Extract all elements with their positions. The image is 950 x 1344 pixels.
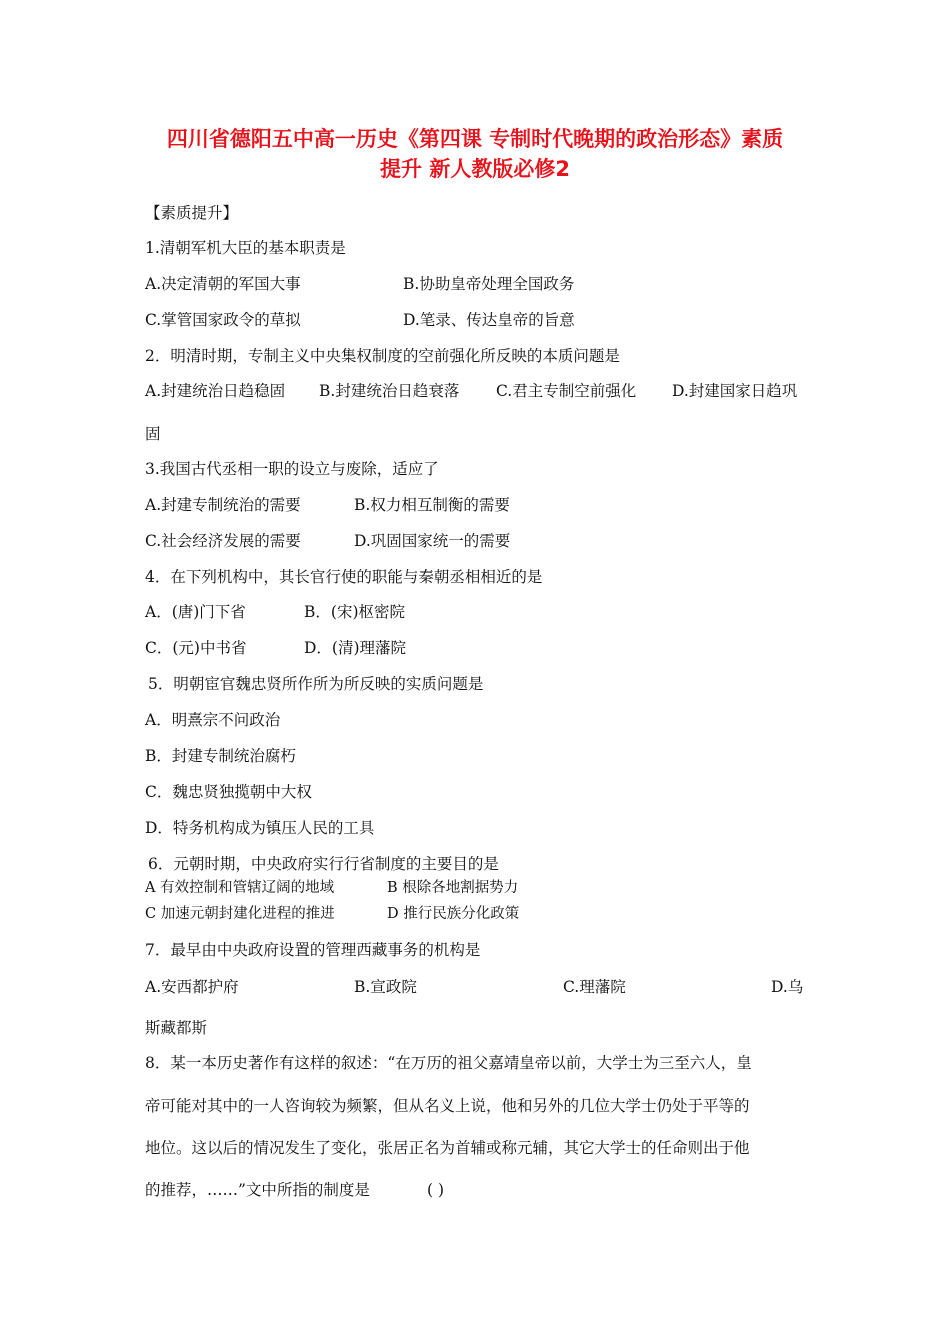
- question-2-option-c: C.君主专制空前强化: [496, 382, 637, 400]
- question-8-stem-line-1: 8．某一本历史著作有这样的叙述：“在万历的祖父嘉靖皇帝以前，大学士为三至六人，皇: [145, 1054, 752, 1072]
- question-6-option-d: D 推行民族分化政策: [387, 906, 520, 922]
- question-1-option-a: A.决定清朝的军国大事: [145, 275, 301, 293]
- question-5-option-b: B．封建专制统治腐朽: [145, 747, 296, 765]
- document-title-line-2: 提升 新人教版必修2: [380, 157, 570, 181]
- question-3-option-b: B.权力相互制衡的需要: [354, 496, 510, 514]
- question-7-option-d-wrap: 斯藏都斯: [145, 1019, 208, 1037]
- question-2-option-d-wrap: 固: [145, 425, 161, 443]
- question-8-stem-line-2: 帝可能对其中的一人咨询较为频繁，但从名义上说，他和另外的几位大学士仍处于平等的: [145, 1097, 750, 1115]
- question-4-option-b: B．(宋)枢密院: [304, 603, 405, 621]
- question-2-stem: 2．明清时期，专制主义中央集权制度的空前强化所反映的本质问题是: [145, 347, 620, 365]
- question-1-option-d: D.笔录、传达皇帝的旨意: [403, 311, 575, 329]
- question-7-option-a: A.安西都护府: [145, 978, 239, 996]
- question-8-stem-line-4: 的推荐，……”文中所指的制度是: [145, 1181, 370, 1199]
- question-5-stem: 5．明朝宦官魏忠贤所作所为所反映的实质问题是: [148, 675, 484, 693]
- question-4-option-d: D．(清)理藩院: [304, 639, 407, 657]
- question-6-stem: 6．元朝时期，中央政府实行行省制度的主要目的是: [148, 855, 499, 873]
- section-heading: 【素质提升】: [145, 204, 239, 222]
- question-8-answer-blank: ( ): [427, 1181, 445, 1199]
- question-4-option-a: A．(唐)门下省: [145, 603, 246, 621]
- question-4-option-c: C．(元)中书省: [145, 639, 247, 657]
- question-2-option-d: D.封建国家日趋巩: [672, 382, 798, 400]
- question-5-option-d: D．特务机构成为镇压人民的工具: [145, 819, 375, 837]
- question-3-stem: 3.我国古代丞相一职的设立与废除，适应了: [145, 460, 439, 478]
- question-7-option-d: D.乌: [771, 978, 804, 996]
- question-1-option-b: B.协助皇帝处理全国政务: [403, 275, 575, 293]
- question-7-stem: 7．最早由中央政府设置的管理西藏事务的机构是: [145, 941, 481, 959]
- question-7-option-b: B.宣政院: [354, 978, 417, 996]
- question-8-stem-line-3: 地位。这以后的情况发生了变化，张居正名为首辅或称元辅，其它大学士的任命则出于他: [145, 1139, 750, 1157]
- question-3-option-a: A.封建专制统治的需要: [145, 496, 301, 514]
- question-3-option-c: C.社会经济发展的需要: [145, 532, 301, 550]
- question-1-option-c: C.掌管国家政令的草拟: [145, 311, 301, 329]
- question-6-option-b: B 根除各地割据势力: [387, 880, 519, 896]
- question-7-option-c: C.理藩院: [563, 978, 626, 996]
- question-2-option-a: A.封建统治日趋稳固: [145, 382, 286, 400]
- question-4-stem: 4．在下列机构中，其长官行使的职能与秦朝丞相相近的是: [145, 568, 543, 586]
- question-5-option-a: A．明熹宗不问政治: [145, 711, 281, 729]
- question-2-option-b: B.封建统治日趋衰落: [319, 382, 460, 400]
- question-3-option-d: D.巩固国家统一的需要: [354, 532, 511, 550]
- question-1-stem: 1.清朝军机大臣的基本职责是: [145, 239, 346, 257]
- question-6-option-a: A 有效控制和管辖辽阔的地域: [145, 880, 335, 896]
- question-5-option-c: C．魏忠贤独揽朝中大权: [145, 783, 312, 801]
- document-title-line-1: 四川省德阳五中高一历史《第四课 专制时代晚期的政治形态》素质: [166, 127, 784, 151]
- question-6-option-c: C 加速元朝封建化进程的推进: [145, 906, 335, 922]
